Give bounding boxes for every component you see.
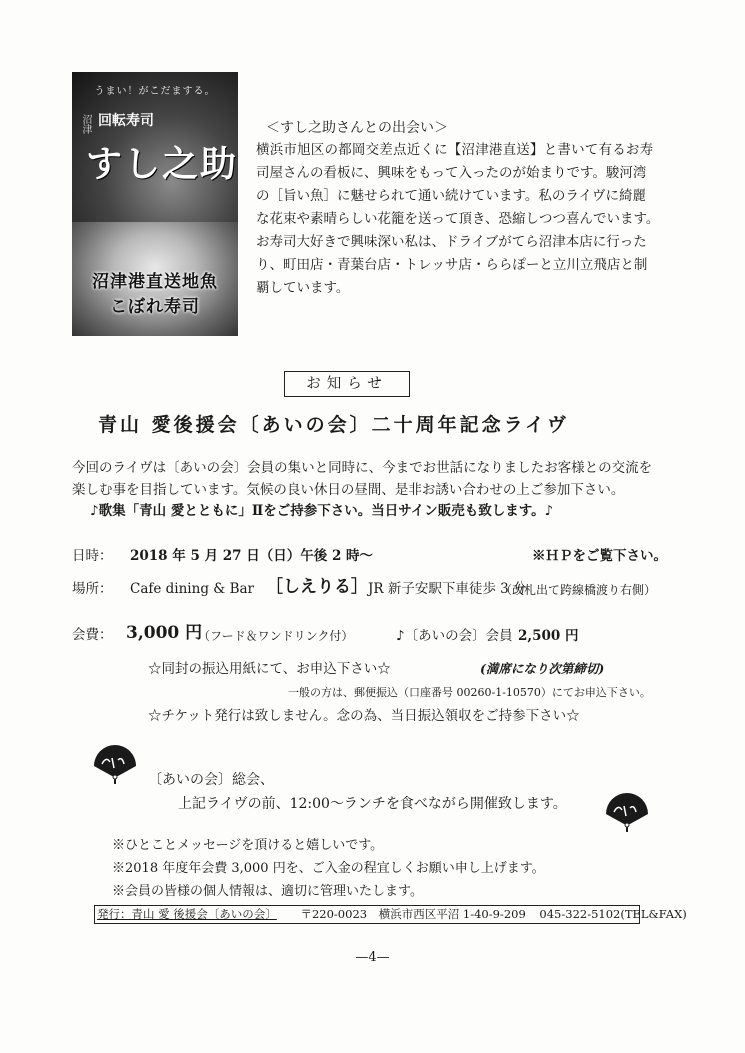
note-line: ※会員の皆様の個人情報は、適切に管理いたします。 xyxy=(112,884,423,899)
member-fee: 2,500 円 xyxy=(518,628,579,644)
intro-line: り、町田店・青葉台店・トレッサ店・ららぽーと立川立飛店と制 xyxy=(256,257,648,273)
intro-heading: ＜すし之助さんとの出会い＞ xyxy=(266,120,448,136)
footer-publisher: 発行：青山 愛 後援会〔あいの会〕 xyxy=(97,907,277,921)
ad-numazu: 沼津 xyxy=(80,114,91,134)
ad-sub2: こぼれ寿司 xyxy=(110,297,200,317)
note-line: ※2018 年度年会費 3,000 円を、ご入金の程宜しくお願い申し上げます。 xyxy=(112,861,545,876)
footer-phone: 045-322-5102(TEL&FAX) xyxy=(539,907,687,921)
hp-note: ※ＨＰをご覧下さい。 xyxy=(532,548,667,564)
intro-line: 覇しています。 xyxy=(256,280,350,296)
intro-line: お寿司大好きで興味深い私は、ドライブがてら沼津本店に行った xyxy=(256,234,647,250)
note-line: ※ひとことメッセージを頂けると嬉しいです。 xyxy=(112,838,384,853)
full-note: (満席になり次第締切) xyxy=(480,661,605,676)
date-label: 日時： xyxy=(72,548,113,564)
member-label: ♪〔あいの会〕会員 xyxy=(396,628,513,644)
fee-value: 3,000 円 xyxy=(126,623,203,643)
fan-icon xyxy=(92,744,138,786)
event-headline: 青山 愛後援会〔あいの会〕二十周年記念ライヴ xyxy=(98,414,570,436)
event-body-line: 楽しむ事を目指しています。気候の良い休日の昼間、是非お誘い合わせの上ご参加下さい。 xyxy=(72,482,625,498)
place-venue: Cafe dining & Bar xyxy=(130,581,254,597)
ad-shop-name: すし之助 xyxy=(86,143,238,185)
page-number: —4— xyxy=(355,950,390,965)
fee-label: 会費： xyxy=(72,627,113,643)
event-body-line: 今回のライヴは〔あいの会〕会員の集いと同時に、今までお世話になりましたお客様との交流を xyxy=(72,460,653,476)
place-access: JR 新子安駅下車徒歩 3 分 xyxy=(368,581,527,597)
meeting-detail: 上記ライヴの前、12:00～ランチを食べながら開催致します。 xyxy=(178,796,567,812)
notice-label: お知らせ xyxy=(284,371,410,397)
place-label: 場所： xyxy=(72,581,113,597)
footer-postal: 〒220-0023 xyxy=(300,907,368,921)
ad-kaiten: 回転寿司 xyxy=(98,113,154,129)
intro-line: 司屋さんの看板に、興味をもって入ったのが始まりです。駿河湾 xyxy=(256,165,647,181)
intro-line: な花束や素晴らしい花籠を送って頂き、恐縮しつつ喜んでいます。 xyxy=(256,211,660,227)
ticket-note: ☆チケット発行は致しません。念の為、当日振込領収をご持参下さい☆ xyxy=(148,708,580,724)
publisher-footer xyxy=(94,905,687,924)
place-detail: （改札出て跨線橋渡り右側） xyxy=(500,583,657,597)
apply-note: ☆同封の振込用紙にて、お申込下さい☆ xyxy=(148,661,391,677)
sushi-shop-ad xyxy=(72,72,238,336)
ad-sub1: 沼津港直送地魚 xyxy=(92,272,218,292)
intro-line: の［旨い魚］に魅せられて通い続けています。私のライヴに綺麗 xyxy=(256,188,647,204)
ad-tagline: うまい！がこだまする。 xyxy=(94,86,216,97)
date-value: 2018 年 5 月 27 日（日）午後 2 時～ xyxy=(130,548,374,564)
intro-line: 横浜市旭区の都岡交差点近くに【沼津港直送】と書いて有るお寿 xyxy=(256,142,654,158)
footer-address: 横浜市西区平沼 1-40-9-209 xyxy=(378,907,526,921)
place-name: ［しえりる］ xyxy=(266,577,368,597)
fee-detail: （フード＆ワンドリンク付） xyxy=(198,629,354,643)
meeting-title: 〔あいの会〕総会、 xyxy=(148,772,274,788)
songbook-note: ♪歌集「青山 愛とともに」Ⅱをご持参下さい。当日サイン販売も致します。♪ xyxy=(90,503,554,519)
general-apply-note: 一般の方は、郵便振込（口座番号 00260-1-10570）にてお申込下さい。 xyxy=(288,686,651,699)
intro-paragraph xyxy=(256,140,659,298)
fan-icon xyxy=(604,792,650,834)
